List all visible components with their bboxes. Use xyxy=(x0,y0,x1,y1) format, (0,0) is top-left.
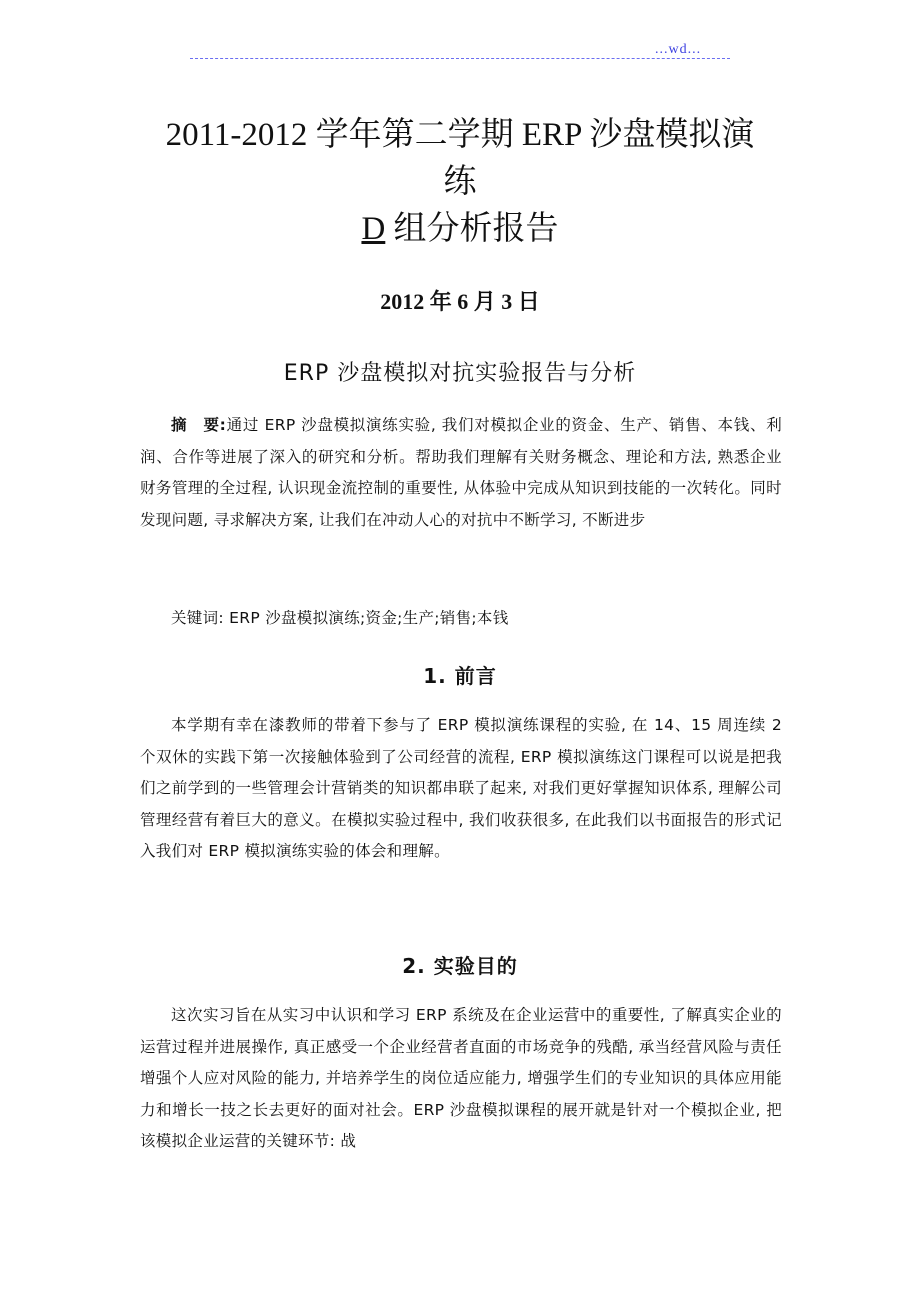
header-dashed-line xyxy=(190,58,730,59)
section-body-purpose: 这次实习旨在从实习中认识和学习 ERP 系统及在企业运营中的重要性, 了解真实企业的运营过程并进展操作, 真正感受一个企业经营者直面的市场竞争的残酷, 承当经营风险与责任增强个人应对风险的能力, 并培养学生的岗位适应能力, 增强学生们的专业知识的具体应用能力和增长一技之长去更好的面对社会。ERP 沙盘模拟课程的展开就是针对一个模拟企业, 把该模拟企业运营的关键环节: 战 xyxy=(140,1006,782,1150)
abstract-text: 通过 ERP 沙盘模拟演练实验, 我们对模拟企业的资金、生产、销售、本钱、利润、合作等进展了深入的研究和分析。帮助我们理解有关财务概念、理论和方法, 熟悉企业财务管理的全过程, 认识现金流控制的重要性, 从体验中完成从知识到技能的一次转化。同时发现问题, 寻求解决方案, 让我们在冲动人心的对抗中不断学习, 不断进步 xyxy=(140,416,782,529)
keywords-label: 关键词: xyxy=(171,609,224,627)
document-date: 2012 年 6 月 3 日 xyxy=(380,289,540,314)
abstract-paragraph xyxy=(140,410,782,536)
keywords-text: ERP 沙盘模拟演练;资金;生产;销售;本钱 xyxy=(223,609,509,627)
section-heading-preface: 1. 前言 xyxy=(423,664,497,688)
section-body-preface: 本学期有幸在漆教师的带着下参与了 ERP 模拟演练课程的实验, 在 14、15 周连续 2 个双休的实践下第一次接触体验到了公司经营的流程, ERP 模拟演练这门课程可以说是把我们之前学到的一些管理会计营销类的知识都串联了起来, 对我们更好掌握知识体系, 理解公司管理经营有着巨大的意义。在模拟实验过程中, 我们收获很多, 在此我们以书面报告的形式记入我们对 ERP 模拟演练实验的体会和理解。 xyxy=(140,716,782,860)
document-subtitle: ERP 沙盘模拟对抗实验报告与分析 xyxy=(283,361,637,386)
abstract-label: 摘 要: xyxy=(171,416,227,434)
section-heading-purpose: 2. 实验目的 xyxy=(402,954,518,978)
title-line-2: 练 xyxy=(443,164,477,200)
document-title xyxy=(130,112,790,253)
title-line-1: 2011-2012 学年第二学期 ERP 沙盘模拟演 xyxy=(165,117,755,153)
title-line-3 xyxy=(130,206,790,253)
keywords-paragraph xyxy=(140,603,782,635)
title-line-3-rest: 组分析报告 xyxy=(385,211,559,247)
group-letter: D xyxy=(361,211,386,247)
header-mark: ...wd... xyxy=(655,42,702,57)
